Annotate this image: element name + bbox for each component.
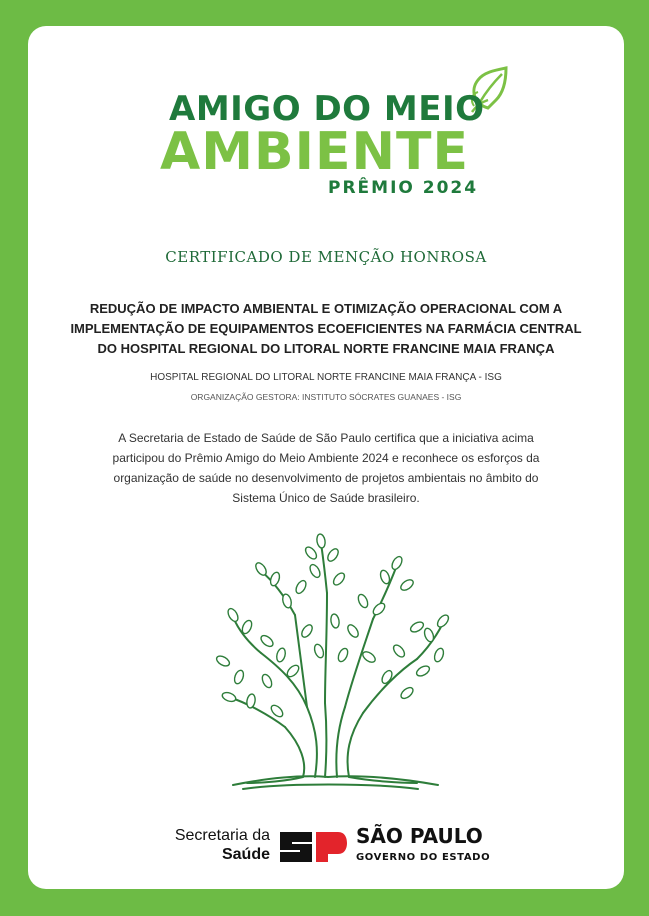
managing-organization: ORGANIZAÇÃO GESTORA: INSTITUTO SÓCRATES GUANAES - ISG <box>190 392 462 402</box>
logo-title-line2: AMBIENTE <box>160 122 470 182</box>
governo-do-estado: GOVERNO DO ESTADO <box>356 852 491 863</box>
secretaria-line2: Saúde <box>221 846 270 863</box>
certificate-title: CERTIFICADO DE MENÇÃO HONROSA <box>165 248 487 266</box>
logo-title-line1: AMIGO DO MEIO <box>169 89 485 129</box>
award-logo <box>28 26 624 198</box>
certificate-card <box>28 26 624 889</box>
secretaria-saude-logo <box>160 826 270 864</box>
secretaria-line1: Secretaria da <box>174 827 270 844</box>
project-title: REDUÇÃO DE IMPACTO AMBIENTAL E OTIMIZAÇÃO OPERACIONAL COM A IMPLEMENTAÇÃO DE EQUIPAMENTOS ECOEFICIENTES NA FARMÁCIA CENTRAL DO HOSPITAL REGIONAL DO LITORAL NORTE FRANCINE MAIA FRANÇA <box>70 301 582 356</box>
certificate-body: A Secretaria de Estado de Saúde de São Paulo certifica que a iniciativa acima participou do Prêmio Amigo do Meio Ambiente 2024 e reconhece os esforços da organização de saúde no desenvolvimento de projetos ambientais no âmbito do Sistema Único de Saúde brasileiro. <box>112 431 540 505</box>
tree-icon <box>203 531 453 793</box>
sp-logo-icon <box>278 830 348 864</box>
logo-award-year: PRÊMIO 2024 <box>328 178 479 198</box>
sao-paulo-name: SÃO PAULO <box>356 824 483 848</box>
hospital-name: HOSPITAL REGIONAL DO LITORAL NORTE FRANCINE MAIA FRANÇA - ISG <box>150 372 502 383</box>
